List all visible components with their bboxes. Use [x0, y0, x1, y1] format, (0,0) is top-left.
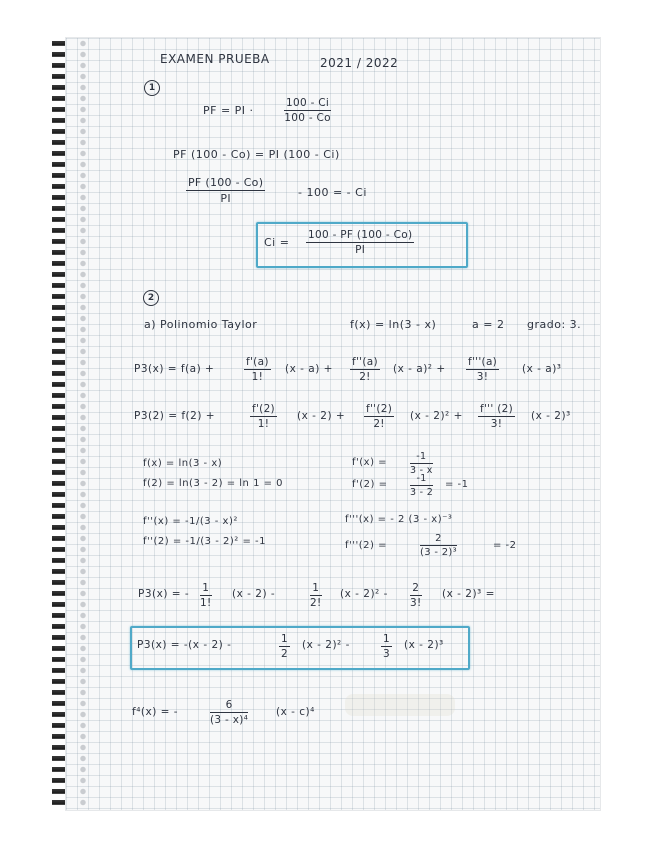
question-2-marker: 2	[143, 290, 159, 306]
sub-f3-fraction	[410, 582, 422, 609]
p32-f3-den: 3!	[490, 418, 503, 430]
sub-lhs: P3(x) = -	[138, 588, 190, 600]
f12-fraction	[410, 473, 433, 498]
f1x-num: -1	[410, 451, 433, 464]
p3x-f2-den: 2!	[359, 371, 371, 383]
p3x-f3-den: 3!	[476, 371, 489, 383]
q2-part-a: a) Polinomio Taylor	[144, 318, 258, 331]
f4-rest: (x - c)⁴	[276, 706, 315, 718]
p3x-f1-fraction	[244, 356, 271, 383]
exam-year: 2021 / 2022	[320, 56, 399, 70]
p3x-t2: (x - a)² +	[393, 363, 446, 375]
p32-f1-den: 1!	[257, 418, 270, 430]
f-at-2: f(2) = ln(3 - 2) = ln 1 = 0	[143, 478, 284, 489]
q1-eq2: PF (100 - Co) = PI (100 - Ci)	[173, 148, 340, 161]
q1-eq3-den: PI	[220, 192, 231, 205]
p32-f1-num: f'(2)	[252, 403, 275, 415]
f2x-def: f''(x) = -1/(3 - x)²	[143, 516, 238, 527]
q2-answer-f2-den: 3	[383, 648, 390, 660]
p32-t1: (x - 2) +	[297, 410, 346, 422]
exam-title: EXAMEN PRUEBA	[160, 52, 270, 66]
p32-f2-fraction	[364, 403, 394, 430]
sub-f2-num: 1	[310, 582, 322, 596]
f1x-den: 3 - x	[410, 465, 433, 476]
f32-den: (3 - 2)³	[420, 547, 457, 558]
p32-f2-den: 2!	[373, 418, 385, 430]
p3x-f2-fraction	[350, 356, 380, 383]
q2-answer-t1: (x - 2)² -	[302, 639, 350, 651]
q2-answer-f1-num: 1	[281, 633, 288, 645]
sub-f1-num: 1	[200, 582, 212, 596]
q1-answer-num: 100 - PF (100 - Co)	[308, 229, 413, 241]
question-1-marker: 1	[144, 80, 160, 96]
f32-num: 2	[420, 533, 457, 546]
sub-f1-fraction	[200, 582, 212, 609]
sub-f1-den: 1!	[200, 597, 212, 609]
q2-answer-t2: (x - 2)³	[404, 639, 444, 651]
p32-f2-num: f''(2)	[366, 403, 393, 415]
sub-f3-num: 2	[410, 582, 422, 596]
f4-fraction	[210, 699, 248, 726]
p32-f1-fraction	[250, 403, 277, 430]
p32-lhs: P3(2) = f(2) +	[134, 410, 216, 422]
p3x-f1-den: 1!	[251, 371, 264, 383]
f32-lhs: f'''(2) =	[345, 540, 387, 551]
p3x-f1-num: f'(a)	[246, 356, 269, 368]
f4-den: (3 - x)⁴	[210, 714, 249, 726]
f12-den: 3 - 2	[410, 487, 434, 498]
q2-grado: grado: 3.	[527, 318, 582, 331]
p32-t2: (x - 2)² +	[410, 410, 463, 422]
f32-rest: = -2	[493, 540, 517, 551]
f12-lhs: f'(2) =	[352, 479, 388, 490]
q1-eq3-fraction	[186, 176, 265, 205]
f12-num: -1	[410, 473, 433, 486]
p32-f3-fraction	[478, 403, 515, 430]
fx-def: f(x) = ln(3 - x)	[143, 458, 223, 469]
q2-answer-f1-fraction	[279, 633, 290, 660]
f32-fraction	[420, 533, 457, 558]
sub-f3-den: 3!	[410, 597, 422, 609]
p3x-t1: (x - a) +	[285, 363, 333, 375]
f1x-lhs: f'(x) =	[352, 457, 388, 468]
f2-at-2: f''(2) = -1/(3 - 2)² = -1	[143, 536, 266, 547]
p3x-f2-num: f''(a)	[352, 356, 378, 368]
q1-eq3-num: PF (100 - Co)	[188, 176, 264, 189]
sub-t2: (x - 2)² -	[340, 588, 388, 600]
q2-function: f(x) = ln(3 - x)	[350, 318, 437, 331]
q2-a-value: a = 2	[472, 318, 505, 331]
q2-answer-lhs: P3(x) = -(x - 2) -	[137, 639, 232, 651]
q1-eq1-fraction	[284, 97, 331, 124]
q1-eq1-num: 100 - Ci	[286, 97, 330, 109]
q1-answer-fraction	[306, 229, 414, 256]
f4-lhs: f⁴(x) = -	[132, 706, 179, 718]
q2-answer-f2-num: 1	[383, 633, 390, 645]
p32-t3: (x - 2)³	[531, 410, 571, 422]
q2-answer-f2-fraction	[381, 633, 392, 660]
f3x-def: f'''(x) = - 2 (3 - x)⁻³	[345, 514, 453, 525]
q1-eq1-lhs: PF = PI ·	[203, 104, 254, 117]
q1-eq1-den: 100 - Co	[284, 112, 331, 124]
eraser-smudge	[345, 694, 455, 716]
p32-f3-num: f''' (2)	[480, 403, 513, 415]
sub-t1: (x - 2) -	[232, 588, 276, 600]
f12-rest: = -1	[445, 479, 469, 490]
sub-f2-den: 2!	[310, 597, 322, 609]
sub-f2-fraction	[310, 582, 322, 609]
q1-eq3-rest: - 100 = - Ci	[298, 186, 367, 199]
binding-holes	[76, 38, 90, 810]
sub-t3: (x - 2)³ =	[442, 588, 495, 600]
q1-answer-lhs: Ci =	[264, 236, 290, 249]
p3x-lhs: P3(x) = f(a) +	[134, 363, 215, 375]
q1-answer-den: PI	[355, 244, 366, 256]
q2-answer-f1-den: 2	[281, 648, 288, 660]
p3x-f3-num: f'''(a)	[468, 356, 498, 368]
p3x-t3: (x - a)³	[522, 363, 562, 375]
p3x-f3-fraction	[466, 356, 499, 383]
f4-num: 6	[210, 699, 248, 713]
